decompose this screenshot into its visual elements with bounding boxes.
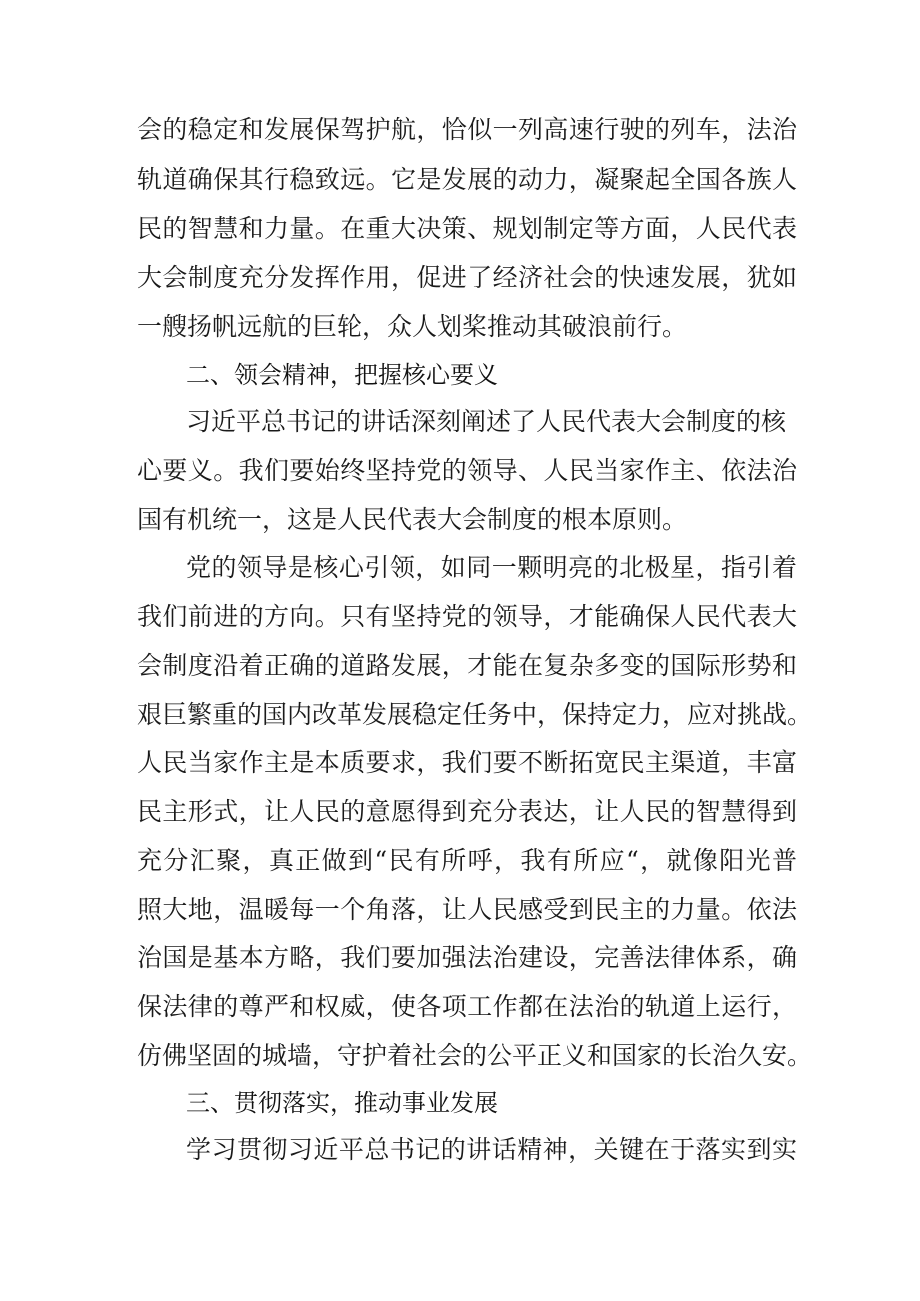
body-text-line: 我们前进的方向。只有坚持党的领导，才能确保人民代表大 (137, 602, 797, 631)
body-text-line: 会制度沿着正确的道路发展，才能在复杂多变的国际形势和 (137, 651, 797, 680)
body-text-line: 党的领导是核心引领，如同一颗明亮的北极星，指引着 (186, 553, 797, 582)
body-text-line: 艰巨繁重的国内改革发展稳定任务中，保持定力，应对挑战。 (137, 700, 813, 729)
body-text-line: 民主形式，让人民的意愿得到充分表达，让人民的智慧得到 (137, 797, 797, 826)
body-text-line: 心要义。我们要始终坚持党的领导、人民当家作主、依法治 (137, 456, 797, 485)
body-text-line: 人民当家作主是本质要求，我们要不断拓宽民主渠道，丰富 (137, 748, 797, 777)
body-text-line: 保法律的尊严和权威，使各项工作都在法治的轨道上运行， (137, 992, 797, 1021)
body-text-line: 学习贯彻习近平总书记的讲话精神，关键在于落实到实 (186, 1135, 797, 1164)
section-heading: 三、贯彻落实，推动事业发展 (186, 1089, 498, 1117)
body-text-line: 会的稳定和发展保驾护航，恰似一列高速行驶的列车，法治 (137, 115, 797, 144)
body-text-line: 仿佛坚固的城墙，守护着社会的公平正义和国家的长治久安。 (137, 1041, 813, 1070)
body-text-line: 国有机统一，这是人民代表大会制度的根本原则。 (137, 505, 688, 534)
body-text-line: 轨道确保其行稳致远。它是发展的动力，凝聚起全国各族人 (137, 165, 797, 194)
body-text-line: 充分汇聚，真正做到“民有所呼，我有所应“，就像阳光普 (137, 846, 797, 875)
body-text-line: 照大地，温暖每一个角落，让人民感受到民主的力量。依法 (137, 895, 797, 924)
body-text-line: 治国是基本方略，我们要加强法治建设，完善法律体系，确 (137, 943, 797, 972)
section-heading: 二、领会精神，把握核心要义 (186, 361, 498, 389)
body-text-line: 民的智慧和力量。在重大决策、规划制定等方面，人民代表 (137, 214, 797, 243)
body-text-line: 大会制度充分发挥作用，促进了经济社会的快速发展，犹如 (137, 263, 797, 292)
body-text-line justify: 习近平总书记的讲话深刻阐述了人民代表大会制度的核 (186, 407, 787, 436)
body-text-line: 一艘扬帆远航的巨轮，众人划桨推动其破浪前行。 (137, 312, 688, 341)
